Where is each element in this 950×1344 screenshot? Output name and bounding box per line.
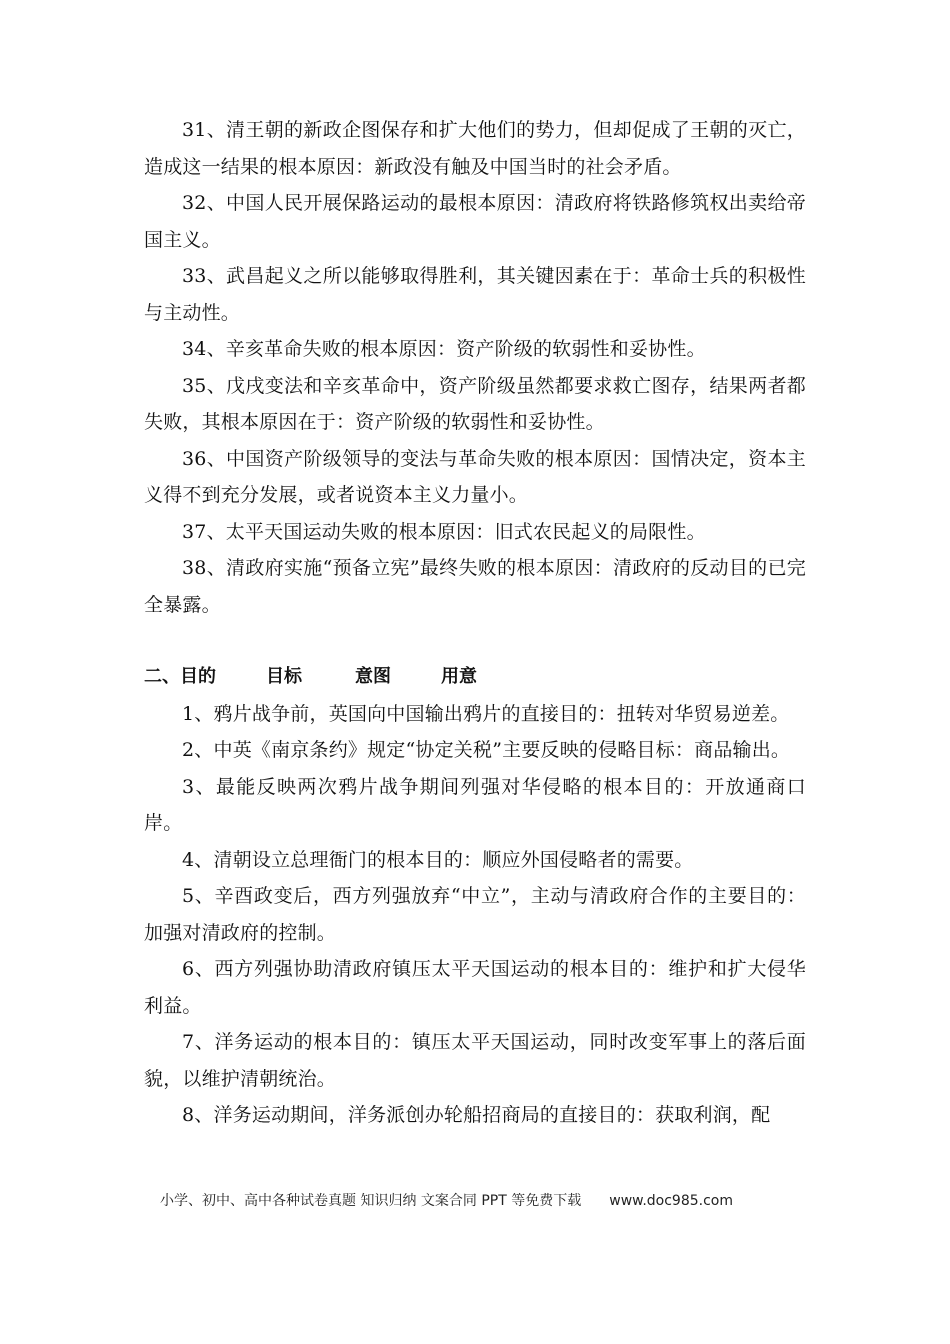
list-item: 7、洋务运动的根本目的：镇压太平天国运动，同时改变军事上的落后面貌，以维护清朝统治。 <box>144 1031 806 1090</box>
list-item: 5、辛酉政变后，西方列强放弃“中立”，主动与清政府合作的主要目的：加强对清政府的控制。 <box>144 885 806 944</box>
document-body <box>144 112 806 1134</box>
list-item: 37、太平天国运动失败的根本原因：旧式农民起义的局限性。 <box>182 520 706 543</box>
list-item: 1、鸦片战争前，英国向中国输出鸦片的直接目的：扭转对华贸易逆差。 <box>182 702 790 725</box>
heading-part-1: 二、目的 <box>144 666 216 687</box>
heading-part-4: 用意 <box>441 666 477 687</box>
list-item: 35、戊戌变法和辛亥革命中，资产阶级虽然都要求救亡图存，结果两者都失败，其根本原因在于：资产阶级的软弱性和妥协性。 <box>144 374 806 433</box>
list-item: 8、洋务运动期间，洋务派创办轮船招商局的直接目的：获取利润，配 <box>182 1104 771 1126</box>
page-footer <box>160 1190 733 1210</box>
list-item: 33、武昌起义之所以能够取得胜利，其关键因素在于：革命士兵的积极性与主动性。 <box>144 265 806 324</box>
list-item: 6、西方列强协助清政府镇压太平天国运动的根本目的：维护和扩大侵华利益。 <box>144 958 806 1017</box>
list-item: 3、最能反映两次鸦片战争期间列强对华侵略的根本目的：开放通商口岸。 <box>144 775 806 834</box>
list-item: 38、清政府实施“预备立宪”最终失败的根本原因：清政府的反动目的已完全暴露。 <box>144 557 806 616</box>
list-item: 34、辛亥革命失败的根本原因：资产阶级的软弱性和妥协性。 <box>182 338 706 360</box>
footer-url: www.doc985.com <box>609 1193 733 1209</box>
list-item: 36、中国资产阶级领导的变法与革命失败的根本原因：国情决定，资本主义得不到充分发展，或者说资本主义力量小。 <box>144 447 806 506</box>
list-item: 32、中国人民开展保路运动的最根本原因：清政府将铁路修筑权出卖给帝国主义。 <box>144 192 806 251</box>
footer-text: 小学、初中、高中各种试卷真题 知识归纳 文案合同 PPT 等免费下载 <box>160 1193 582 1209</box>
section-gap <box>144 623 806 659</box>
heading-part-3: 意图 <box>355 666 391 687</box>
list-item: 2、中英《南京条约》规定“协定关税”主要反映的侵略目标：商品输出。 <box>182 739 791 761</box>
heading-part-2: 目标 <box>266 666 302 687</box>
list-item: 4、清朝设立总理衙门的根本目的：顺应外国侵略者的需要。 <box>182 848 694 871</box>
section-heading <box>144 659 806 696</box>
list-item: 31、清王朝的新政企图保存和扩大他们的势力，但却促成了王朝的灭亡，造成这一结果的根本原因：新政没有触及中国当时的社会矛盾。 <box>144 119 806 178</box>
